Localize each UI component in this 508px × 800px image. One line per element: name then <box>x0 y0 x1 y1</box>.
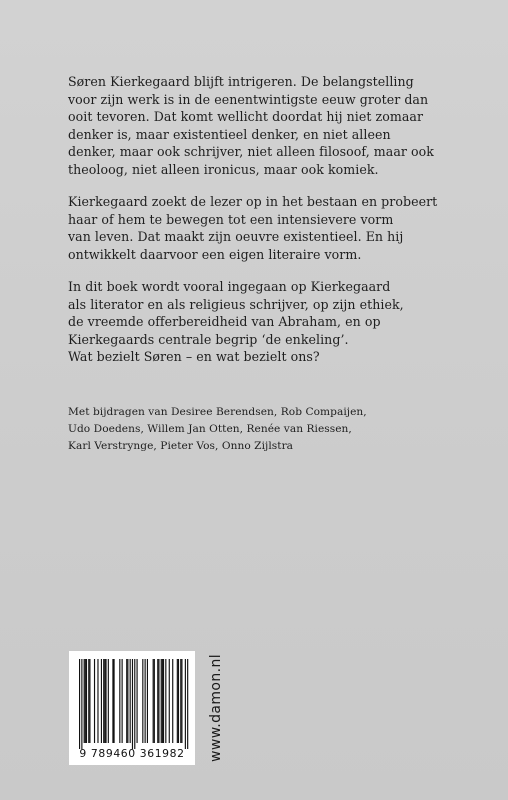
barcode-bar <box>181 659 182 743</box>
text-line: denker is, maar existentieel denker, en niet alleen <box>68 126 391 142</box>
text-line: ontwikkelt daarvoor een eigen literaire vorm. <box>68 246 362 262</box>
barcode-bar <box>127 659 128 743</box>
text-line: ooit tevoren. Dat komt wellicht doordat hij niet zomaar <box>68 109 424 124</box>
text-line: Kierkegaards centrale begrip ‘de enkeling’. <box>68 331 349 347</box>
barcode-bar <box>114 659 115 743</box>
text-line: Karl Verstrynge, Pieter Vos, Onno Zijlstra <box>68 440 294 452</box>
barcode-bar <box>137 659 138 743</box>
contributors-list <box>68 404 448 455</box>
text-line: Udo Doedens, Willem Jan Otten, Renée van Riessen, <box>68 423 352 435</box>
text-line: van leven. Dat maakt zijn oeuvre existentieel. En hij <box>68 229 404 244</box>
barcode-bar <box>158 659 159 743</box>
barcode-bar <box>94 659 95 743</box>
text-line: denker, maar ook schrijver, niet alleen filosoof, maar ook <box>68 144 434 159</box>
barcode-bar <box>180 659 181 743</box>
barcode-bar <box>161 659 162 743</box>
barcode-bar <box>84 659 85 743</box>
intro-paragraph <box>68 73 448 178</box>
barcode-bar <box>105 659 106 743</box>
third-paragraph <box>68 278 448 366</box>
barcode-bar <box>79 659 80 749</box>
barcode-bar <box>81 659 82 749</box>
barcode-bar <box>132 659 133 749</box>
barcode-bar <box>178 659 179 743</box>
barcode-bar <box>169 659 170 743</box>
barcode-bar <box>85 659 86 743</box>
barcode-bar <box>157 659 158 743</box>
barcode-bar <box>112 659 113 743</box>
barcode-bar <box>165 659 166 743</box>
text-line: haar of hem te bewegen tot een intensievere vorm <box>68 211 394 227</box>
text-line: Wat bezielt Søren – en wat bezielt ons? <box>68 349 320 364</box>
barcode-bar <box>154 659 155 743</box>
text-line: de vreemde offerbereidheid van Abraham, en op <box>68 314 381 329</box>
barcode-bar <box>147 659 148 743</box>
barcode-bar <box>185 659 186 749</box>
text-line: Kierkegaard zoekt de lezer op in het bestaan en probeert <box>68 194 438 209</box>
second-paragraph <box>68 193 448 263</box>
barcode-bar <box>177 659 178 743</box>
barcode-bar <box>88 659 89 743</box>
barcode-bar <box>108 659 109 743</box>
text-line: theoloog, niet alleen ironicus, maar ook komiek. <box>68 161 379 177</box>
barcode-bar <box>142 659 143 743</box>
barcode-bar <box>187 659 188 749</box>
text-line: In dit boek wordt vooral ingegaan op Kierkegaard <box>68 279 391 294</box>
barcode-bar <box>86 659 87 743</box>
isbn-number: 9 789460 361982 <box>79 747 185 760</box>
text-line: voor zijn werk is in de eenentwintigste eeuw groter dan <box>68 91 429 107</box>
barcode-bar <box>172 659 173 743</box>
barcode-bar <box>130 659 131 743</box>
barcode-bar <box>104 659 105 743</box>
barcode-bar <box>122 659 123 743</box>
text-line: als literator en als religieus schrijver, op zijn ethiek, <box>68 296 404 312</box>
barcode-bar <box>163 659 164 743</box>
text-line: Met bijdragen van Desiree Berendsen, Rob Compaijen, <box>68 406 367 418</box>
barcode-bar <box>134 659 135 749</box>
barcode-bar <box>145 659 146 743</box>
barcode-bar <box>126 659 127 743</box>
barcode-bar <box>119 659 120 743</box>
barcode-bar <box>153 659 154 743</box>
barcode-bar <box>89 659 90 743</box>
publisher-website: www.damon.nl <box>208 653 224 762</box>
barcode <box>69 651 195 765</box>
barcode-bar <box>162 659 163 743</box>
barcode-bar <box>101 659 102 743</box>
barcode-bar <box>97 659 98 743</box>
barcode-bar <box>103 659 104 743</box>
text-line: Søren Kierkegaard blijft intrigeren. De belangstelling <box>68 74 414 89</box>
